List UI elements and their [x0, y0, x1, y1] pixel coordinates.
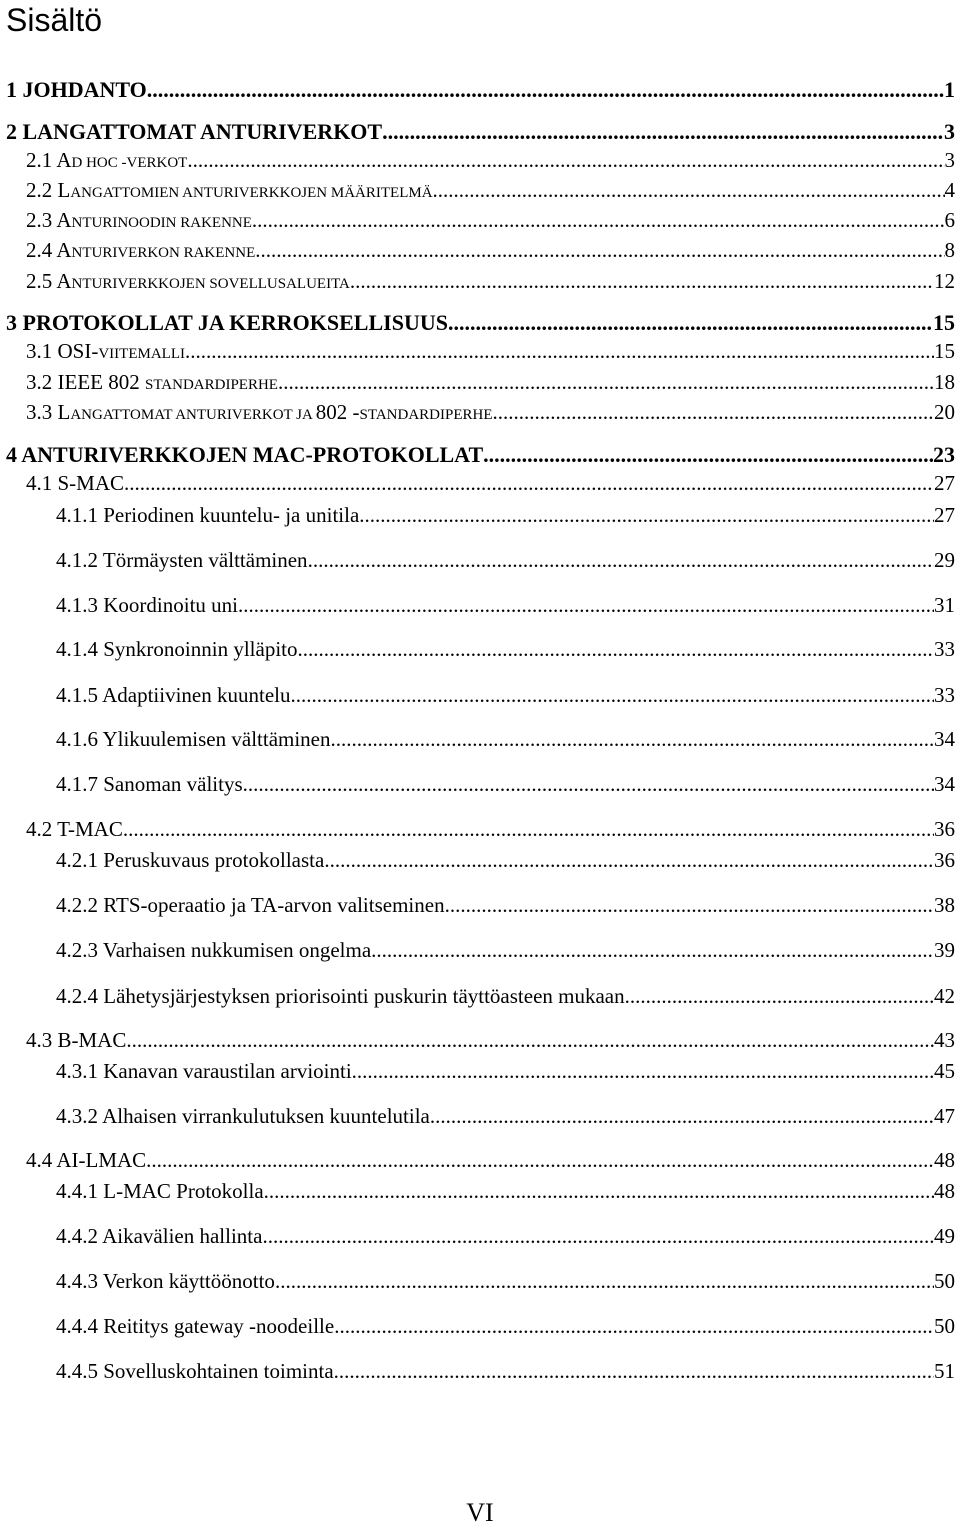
toc-entry-page-number: 50 [934, 1269, 955, 1293]
toc-entry-label [26, 339, 185, 364]
toc-entry-page-number: 27 [934, 503, 955, 527]
toc-dot-leader [238, 593, 934, 618]
toc-dot-leader [448, 310, 933, 336]
toc-entry-label-part: 3.1 [26, 339, 58, 363]
toc-entry-label: 4.2.4 Lähetysjärjestyksen priorisointi puskurin täyttöasteen mukaan [56, 984, 625, 1008]
toc-dot-leader [625, 984, 934, 1009]
toc-dot-leader [147, 77, 944, 103]
toc-entry[interactable] [56, 503, 955, 528]
toc-entry-label-part: 3.2 [26, 370, 58, 394]
toc-entry-label: 4.2.2 RTS-operaatio ja TA-arvon valitseminen [56, 893, 445, 917]
toc-entry[interactable] [26, 1028, 955, 1053]
toc-entry-label-part: ANGATTOMIEN ANTURIVERKKOJEN MÄÄRITELMÄ [70, 185, 433, 201]
toc-entry-page-number: 34 [934, 772, 955, 796]
toc-entry-page-number: 39 [934, 938, 955, 962]
toc-dot-leader [252, 208, 945, 233]
toc-dot-leader [493, 400, 935, 425]
toc-entry-label [26, 208, 252, 233]
toc-dot-leader [298, 637, 935, 662]
toc-entry-label-part: A [56, 238, 72, 262]
toc-entry-page-number: 43 [934, 1028, 955, 1052]
toc-entry-page-number: 50 [934, 1314, 955, 1338]
toc-entry-label-part: NTURINOODIN RAKENNE [71, 215, 252, 231]
page-number: VI [466, 1498, 494, 1527]
toc-entry-label-part: A [56, 208, 72, 232]
toc-entry-page-number: 42 [934, 984, 955, 1008]
toc-dot-leader [334, 1314, 934, 1339]
toc-entry-page-number: 48 [934, 1179, 955, 1203]
toc-entry-label: 4.4.2 Aikavälien hallinta [56, 1224, 263, 1248]
toc-entry[interactable] [26, 370, 955, 395]
toc-entry[interactable] [56, 637, 955, 662]
toc-entry-page-number: 15 [934, 339, 955, 363]
toc-dot-leader [262, 1224, 934, 1249]
toc-dot-leader [352, 1059, 934, 1084]
toc-entry[interactable] [6, 77, 955, 103]
toc-entry-page-number: 18 [934, 370, 955, 394]
toc-entry[interactable] [26, 208, 955, 233]
toc-entry-label-part: L [57, 400, 71, 424]
toc-entry-label-part: VIITEMALLI [98, 346, 185, 362]
toc-entry-page-number: 27 [934, 471, 955, 495]
toc-entry-label-part: A [56, 269, 72, 293]
toc-entry-page-number: 12 [934, 269, 955, 293]
toc-entry-label-part: 802 - [315, 400, 360, 424]
toc-entry[interactable] [56, 1269, 955, 1294]
toc-entry-label-part: ANGATTOMAT ANTURIVERKOT JA [70, 407, 316, 423]
toc-entry-page-number: 1 [944, 77, 955, 102]
toc-dot-leader [324, 848, 934, 873]
toc-dot-leader [264, 1179, 934, 1204]
toc-entry[interactable] [26, 471, 955, 496]
toc-entry-label: 4.1.7 Sanoman välitys [56, 772, 243, 796]
toc-entry-label: 2 LANGATTOMAT ANTURIVERKOT [6, 119, 383, 144]
toc-entry-label-part: 2.1 [26, 148, 57, 172]
toc-entry-label: 4.1.5 Adaptiivinen kuuntelu [56, 683, 291, 707]
toc-entry-page-number: 36 [934, 817, 955, 841]
toc-entry-label: 4 ANTURIVERKKOJEN MAC-PROTOKOLLAT [6, 442, 484, 467]
toc-entry-page-number: 33 [934, 637, 955, 661]
toc-entry[interactable] [56, 1314, 955, 1339]
toc-entry-label: 4.4.1 L-MAC Protokolla [56, 1179, 264, 1203]
toc-dot-leader [445, 893, 934, 918]
toc-dot-leader [433, 178, 945, 203]
toc-entry-label: 1 JOHDANTO [6, 77, 147, 102]
toc-entry[interactable] [56, 727, 955, 752]
toc-entry-label: 4.3 B-MAC [26, 1028, 127, 1052]
toc-entry-page-number: 23 [933, 442, 955, 467]
toc-entry[interactable] [56, 1059, 955, 1084]
toc-entry-page-number: 20 [934, 400, 955, 424]
toc-dot-leader [371, 938, 934, 963]
toc-entry[interactable] [26, 178, 955, 203]
toc-entry[interactable] [56, 1359, 955, 1384]
toc-entry[interactable] [6, 310, 955, 336]
toc-entry-page-number: 8 [944, 238, 955, 262]
toc-entry-label [26, 178, 433, 203]
toc-entry-label [26, 238, 255, 263]
toc-entry-label: 4.2.1 Peruskuvaus protokollasta [56, 848, 325, 872]
toc-entry-label-part: STANDARDIPERHE [359, 407, 493, 423]
toc-entry-label-part: 2.4 [26, 238, 57, 262]
toc-entry-label: 4.1.4 Synkronoinnin ylläpito [56, 637, 298, 661]
toc-entry-label-part: NTURIVERKON RAKENNE [71, 245, 256, 261]
toc-entry-page-number: 34 [934, 727, 955, 751]
toc-dot-leader [382, 119, 944, 145]
toc-entry[interactable] [56, 938, 955, 963]
toc-entry[interactable] [26, 238, 955, 263]
toc-entry-page-number: 15 [933, 310, 955, 335]
toc-entry[interactable] [56, 1104, 955, 1129]
toc-entry-page-number: 45 [934, 1059, 955, 1083]
toc-dot-leader [359, 503, 934, 528]
toc-entry-label: 4.3.2 Alhaisen virrankulutuksen kuuntelutila [56, 1104, 430, 1128]
toc-entry[interactable] [26, 269, 955, 294]
toc-entry-page-number: 6 [944, 208, 955, 232]
toc-entry[interactable] [26, 1148, 955, 1173]
toc-entry[interactable] [26, 339, 955, 364]
toc-entry[interactable] [56, 893, 955, 918]
toc-dot-leader [334, 1359, 934, 1384]
toc-entry[interactable] [56, 683, 955, 708]
toc-dot-leader [331, 727, 934, 752]
toc-entry-page-number: 48 [934, 1148, 955, 1172]
toc-entry-label-part: OSI- [57, 339, 99, 363]
toc-entry[interactable] [56, 848, 955, 873]
toc-entry[interactable] [26, 400, 955, 425]
toc-entry[interactable] [26, 148, 955, 173]
toc-entry[interactable] [56, 593, 955, 618]
toc-entry-label: 4.1.3 Koordinoitu uni [56, 593, 238, 617]
toc-entry-label: 4.4 AI-LMAC [26, 1148, 147, 1172]
page-title: Sisältö [6, 2, 103, 38]
toc-entry-label: 4.3.1 Kanavan varaustilan arviointi [56, 1059, 352, 1083]
toc-dot-leader [290, 683, 934, 708]
toc-entry-label-part: 3.3 [26, 400, 58, 424]
toc-entry-label [26, 148, 187, 173]
toc-entry-page-number: 38 [934, 893, 955, 917]
toc-entry-label-part: 2.5 [26, 269, 57, 293]
toc-entry-label: 3 PROTOKOLLAT JA KERROKSELLISUUS [6, 310, 448, 335]
toc-entry[interactable] [6, 442, 955, 468]
toc-entry-label-part: STANDARDIPERHE [144, 377, 278, 393]
toc-entry[interactable] [56, 1224, 955, 1249]
toc-entry[interactable] [6, 119, 955, 145]
toc-entry-label-part: L [57, 178, 71, 202]
toc-entry-label: 4.2.3 Varhaisen nukkumisen ongelma [56, 938, 372, 962]
toc-entry-page-number: 51 [934, 1359, 955, 1383]
toc-entry-label: 4.1.2 Törmäysten välttäminen [56, 548, 308, 572]
toc-entry-page-number: 47 [934, 1104, 955, 1128]
toc-dot-leader [275, 1269, 934, 1294]
toc-entry-label-part: A [56, 148, 72, 172]
toc-entry-page-number: 4 [944, 178, 955, 202]
toc-entry[interactable] [26, 817, 955, 842]
toc-entry-label-part: 2.2 [26, 178, 58, 202]
toc-entry-label-part: 2.3 [26, 208, 57, 232]
toc-entry-label: 4.2 T-MAC [26, 817, 123, 841]
toc-dot-leader [308, 548, 934, 573]
toc-entry-page-number: 49 [934, 1224, 955, 1248]
toc-dot-leader [146, 1148, 934, 1173]
toc-dot-leader [124, 471, 934, 496]
toc-entry-label: 4.4.4 Reititys gateway -noodeille [56, 1314, 335, 1338]
toc-dot-leader [350, 269, 934, 294]
toc-entry-page-number: 3 [944, 119, 955, 144]
toc-entry-page-number: 3 [944, 148, 955, 172]
toc-entry-label: 4.4.3 Verkon käyttöönotto [56, 1269, 275, 1293]
toc-entry-label: 4.4.5 Sovelluskohtainen toiminta [56, 1359, 334, 1383]
toc-entry-label-part: IEEE 802 [57, 370, 145, 394]
toc-entry-label [26, 269, 350, 294]
toc-entry[interactable] [56, 984, 955, 1009]
toc-entry[interactable] [56, 772, 955, 797]
toc-dot-leader [255, 238, 944, 263]
toc-entry-page-number: 31 [934, 593, 955, 617]
toc-dot-leader [126, 1028, 934, 1053]
toc-dot-leader [483, 442, 933, 468]
toc-entry-page-number: 33 [934, 683, 955, 707]
toc-dot-leader [278, 370, 934, 395]
toc-entry-label-part: NTURIVERKKOJEN SOVELLUSALUEITA [71, 276, 350, 292]
toc-entry-page-number: 36 [934, 848, 955, 872]
toc-entry-label [26, 370, 278, 395]
toc-entry[interactable] [56, 1179, 955, 1204]
toc-dot-leader [185, 339, 934, 364]
toc-dot-leader [430, 1104, 934, 1129]
toc-entry-label: 4.1 S-MAC [26, 471, 125, 495]
toc-entry-label-part: D HOC -VERKOT [71, 155, 188, 171]
toc-dot-leader [243, 772, 934, 797]
toc-entry-label: 4.1.6 Ylikuulemisen välttäminen [56, 727, 331, 751]
toc-dot-leader [187, 148, 944, 173]
toc-entry-page-number: 29 [934, 548, 955, 572]
toc-entry-label: 4.1.1 Periodinen kuuntelu- ja unitila [56, 503, 360, 527]
toc-dot-leader [123, 817, 934, 842]
toc-entry-label [26, 400, 493, 425]
toc-entry[interactable] [56, 548, 955, 573]
